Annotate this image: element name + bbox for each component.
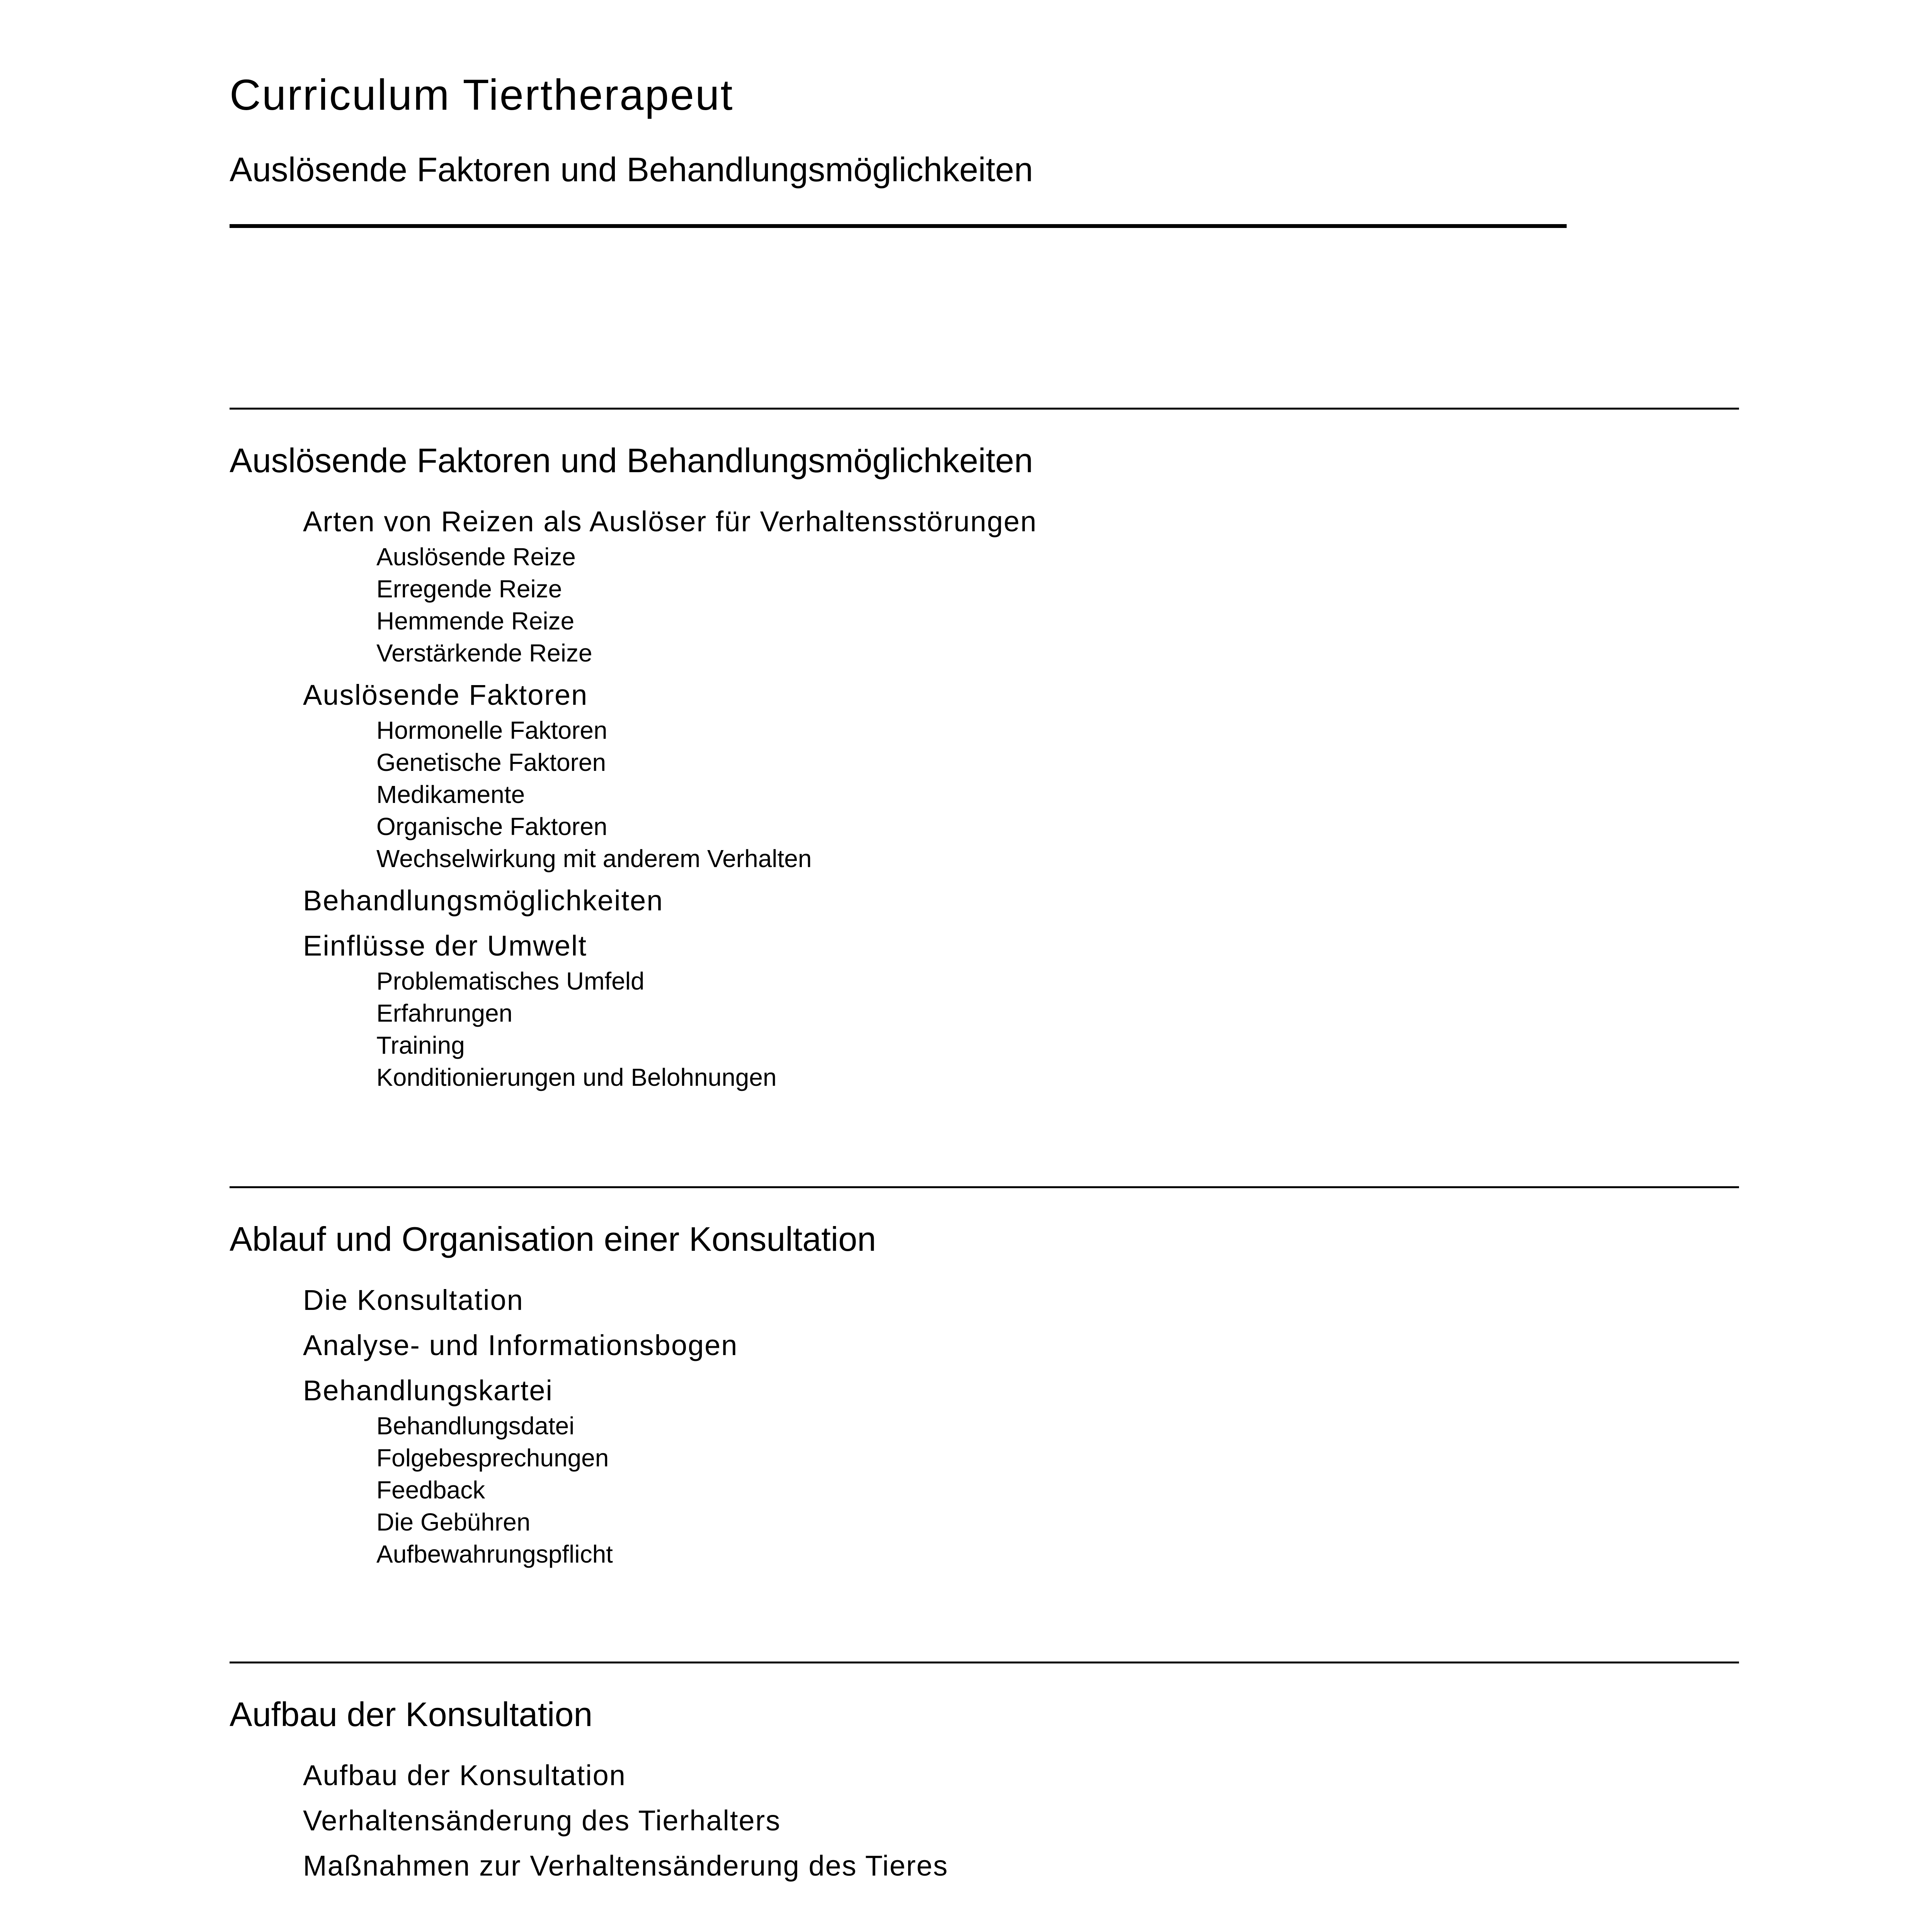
subtopic-item: Behandlungsdatei <box>376 1412 575 1440</box>
subtopic-item: Organische Faktoren <box>376 813 607 840</box>
subtopic-list <box>303 1410 1739 1570</box>
topic-list <box>230 1753 1739 1888</box>
subtopic-list <box>303 965 1739 1094</box>
subtopic-item: Aufbewahrungspflicht <box>376 1540 613 1568</box>
topic-item: Arten von Reizen als Auslöser für Verhaltensstörungen <box>303 505 1037 537</box>
subtopic-item: Hormonelle Faktoren <box>376 716 607 744</box>
topic-item: Auslösende Faktoren <box>303 679 588 711</box>
topic-list <box>230 1277 1739 1570</box>
header-divider <box>230 224 1567 228</box>
section-divider <box>230 1662 1739 1663</box>
subtopic-item: Erregende Reize <box>376 575 562 603</box>
section-title: Auslösende Faktoren und Behandlungsmöglichkeiten <box>230 441 1033 480</box>
topic-item: Behandlungskartei <box>303 1374 553 1406</box>
subtopic-item: Training <box>376 1031 465 1059</box>
subtopic-list <box>303 541 1739 669</box>
topic-item: Verhaltensänderung des Tierhalters <box>303 1804 781 1837</box>
topic-item: Maßnahmen zur Verhaltensänderung des Tieres <box>303 1850 948 1882</box>
topic-item: Behandlungsmöglichkeiten <box>303 884 664 917</box>
curriculum-section <box>230 1662 1739 1888</box>
subtopic-item: Konditionierungen und Belohnungen <box>376 1063 777 1091</box>
subtopic-item: Folgebesprechungen <box>376 1444 609 1472</box>
subtopic-item: Medikamente <box>376 781 525 808</box>
topic-list <box>230 499 1739 1094</box>
subtopic-item: Verstärkende Reize <box>376 639 592 667</box>
subtopic-item: Die Gebühren <box>376 1508 531 1536</box>
topic-item: Analyse- und Informationsbogen <box>303 1329 738 1361</box>
subtopic-item: Hemmende Reize <box>376 607 575 635</box>
subtopic-item: Genetische Faktoren <box>376 748 606 776</box>
topic-item: Aufbau der Konsultation <box>303 1759 626 1791</box>
topic-item: Die Konsultation <box>303 1284 524 1316</box>
subtopic-item: Feedback <box>376 1476 485 1504</box>
section-divider <box>230 408 1739 410</box>
subtopic-item: Problematisches Umfeld <box>376 967 645 995</box>
section-title: Ablauf und Organisation einer Konsultation <box>230 1220 876 1258</box>
document-subtitle: Auslösende Faktoren und Behandlungsmöglichkeiten <box>230 150 1033 189</box>
curriculum-section <box>230 1186 1739 1573</box>
subtopic-item: Auslösende Reize <box>376 543 576 571</box>
section-title: Aufbau der Konsultation <box>230 1695 593 1733</box>
subtopic-item: Wechselwirkung mit anderem Verhalten <box>376 845 812 872</box>
subtopic-item: Erfahrungen <box>376 999 513 1027</box>
section-divider <box>230 1186 1739 1188</box>
topic-item: Einflüsse der Umwelt <box>303 930 587 962</box>
curriculum-section <box>230 408 1739 1097</box>
document-title: Curriculum Tiertherapeut <box>230 71 734 119</box>
subtopic-list <box>303 714 1739 875</box>
